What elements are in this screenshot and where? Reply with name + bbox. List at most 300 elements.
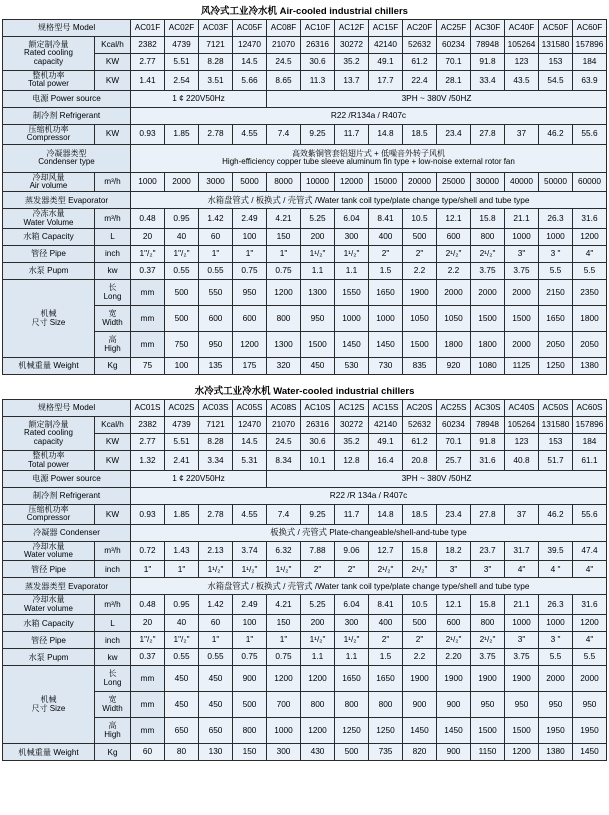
pump-value: 1.5 xyxy=(369,649,403,666)
pump-value: 2.20 xyxy=(437,649,471,666)
air-cooled-table xyxy=(2,19,607,375)
rated-cooling-kcal: 157896 xyxy=(573,417,607,434)
size-value: 1500 xyxy=(301,332,335,358)
weight-value: 300 xyxy=(267,744,301,761)
total-power-value: 5.66 xyxy=(233,71,267,91)
table-row xyxy=(2,229,606,246)
table-row xyxy=(2,744,606,761)
size-value: 1450 xyxy=(335,332,369,358)
table-row xyxy=(2,615,606,632)
evaporator-value: 水箱盘管式 / 板换式 / 壳管式 /Water tank coil type/plate change type/shell and tube type xyxy=(131,192,607,209)
weight-value: 735 xyxy=(369,744,403,761)
model-name: AC10F xyxy=(301,20,335,37)
size-value: 1000 xyxy=(335,306,369,332)
condenser-value: 板换式 / 壳管式 Plate-changeable/shell-and-tube type xyxy=(131,524,607,541)
size-value: 2350 xyxy=(573,280,607,306)
compressor-value: 7.4 xyxy=(267,124,301,144)
rated-cooling-label: 额定制冷量 Rated cooling capacity xyxy=(2,417,94,451)
rated-cooling-kw: 49.1 xyxy=(369,54,403,71)
table-row xyxy=(2,20,606,37)
unit-kw: KW xyxy=(94,124,130,144)
size-value: 800 xyxy=(301,692,335,718)
size-value: 1650 xyxy=(369,666,403,692)
table-row xyxy=(2,417,606,434)
tank-capacity-label: 水箱 Capacity xyxy=(2,229,94,246)
pipe-value: 1" xyxy=(199,246,233,263)
chilled-water-volume-value: 1.42 xyxy=(199,209,233,229)
size-value: 1000 xyxy=(267,718,301,744)
size-value: 1650 xyxy=(369,280,403,306)
total-power-value: 43.5 xyxy=(505,71,539,91)
pump-value: 0.75 xyxy=(267,263,301,280)
size-value: 950 xyxy=(233,280,267,306)
compressor-value: 18.5 xyxy=(403,124,437,144)
weight-value: 1080 xyxy=(471,358,505,375)
total-power-value: 54.5 xyxy=(539,71,573,91)
table-row xyxy=(2,504,606,524)
rated-cooling-kw: 14.5 xyxy=(233,434,267,451)
pipe-value: 1¹/₂" xyxy=(335,246,369,263)
unit-mm: mm xyxy=(131,280,165,306)
rated-cooling-kw: 184 xyxy=(573,434,607,451)
rated-cooling-kw: 8.28 xyxy=(199,54,233,71)
table-row xyxy=(2,37,606,54)
model-header: 规格型号 Model xyxy=(2,20,130,37)
size-value: 1200 xyxy=(301,666,335,692)
size-value: 950 xyxy=(505,692,539,718)
condenser-label: 冷凝器 Condenser xyxy=(2,524,130,541)
compressor-value: 4.55 xyxy=(233,504,267,524)
tank-capacity-value: 400 xyxy=(369,229,403,246)
table-row xyxy=(2,358,606,375)
chilled-water-volume-value: 2.49 xyxy=(233,209,267,229)
pipe-value: 2¹/₂" xyxy=(471,246,505,263)
size-value: 1250 xyxy=(369,718,403,744)
pump-value: 0.37 xyxy=(131,649,165,666)
weight-value: 730 xyxy=(369,358,403,375)
chilled-water-volume-value: 0.95 xyxy=(165,595,199,615)
size-value: 1200 xyxy=(267,280,301,306)
size-value: 900 xyxy=(437,692,471,718)
model-name: AC15S xyxy=(369,400,403,417)
total-power-value: 51.7 xyxy=(539,451,573,471)
pump-value: 0.55 xyxy=(165,263,199,280)
compressor-value: 11.7 xyxy=(335,504,369,524)
rated-cooling-kw: 2.77 xyxy=(131,54,165,71)
size-value: 950 xyxy=(471,692,505,718)
pump-value: 5.5 xyxy=(573,263,607,280)
rated-cooling-kw: 35.2 xyxy=(335,54,369,71)
pipe-value: 1¹/₂" xyxy=(301,632,335,649)
rated-cooling-kcal: 7121 xyxy=(199,417,233,434)
weight-value: 500 xyxy=(335,744,369,761)
pipe-value: 1¹/₂" xyxy=(267,561,301,578)
rated-cooling-label: 额定制冷量 Rated cooling capacity xyxy=(2,37,94,71)
model-name: AC08F xyxy=(267,20,301,37)
size-value: 950 xyxy=(301,306,335,332)
compressor-value: 0.93 xyxy=(131,504,165,524)
total-power-value: 11.3 xyxy=(301,71,335,91)
rated-cooling-kcal: 131580 xyxy=(539,417,573,434)
tank-capacity-value: 40 xyxy=(165,229,199,246)
model-name: AC25F xyxy=(437,20,471,37)
compressor-value: 1.85 xyxy=(165,124,199,144)
total-power-value: 28.1 xyxy=(437,71,471,91)
table-row xyxy=(2,470,606,487)
size-value: 800 xyxy=(335,692,369,718)
size-value: 1200 xyxy=(301,718,335,744)
weight-value: 320 xyxy=(267,358,301,375)
total-power-value: 3.51 xyxy=(199,71,233,91)
chilled-water-volume-value: 8.41 xyxy=(369,209,403,229)
tank-capacity-value: 200 xyxy=(301,229,335,246)
rated-cooling-kcal: 30272 xyxy=(335,417,369,434)
pump-value: 3.75 xyxy=(505,649,539,666)
total-power-value: 61.1 xyxy=(573,451,607,471)
tank-capacity-value: 500 xyxy=(403,229,437,246)
size-value: 1950 xyxy=(539,718,573,744)
size-value: 800 xyxy=(267,306,301,332)
pipe-value: 1" xyxy=(233,632,267,649)
cooling-water-volume-value: 18.2 xyxy=(437,541,471,561)
pipe-value: 2¹/₂" xyxy=(471,632,505,649)
pipe-value: 1¹/₂" xyxy=(233,561,267,578)
rated-cooling-kcal: 2382 xyxy=(131,417,165,434)
total-power-value: 2.54 xyxy=(165,71,199,91)
tank-capacity-value: 800 xyxy=(471,615,505,632)
cooling-water-volume-value: 39.5 xyxy=(539,541,573,561)
rated-cooling-kcal: 52632 xyxy=(403,37,437,54)
unit-kw: KW xyxy=(94,71,130,91)
pump-value: 0.55 xyxy=(165,649,199,666)
compressor-value: 4.55 xyxy=(233,124,267,144)
power-source-label: 电源 Power source xyxy=(2,470,130,487)
power-source-single-phase: 1 ¢ 220V50Hz xyxy=(131,90,267,107)
chilled-water-volume-value: 8.41 xyxy=(369,595,403,615)
rated-cooling-kcal: 4739 xyxy=(165,37,199,54)
pump-value: 2.2 xyxy=(403,649,437,666)
table-row xyxy=(2,246,606,263)
rated-cooling-kw: 153 xyxy=(539,434,573,451)
pipe-value: 3" xyxy=(505,632,539,649)
unit-inch: inch xyxy=(94,632,130,649)
compressor-value: 37 xyxy=(505,504,539,524)
pipe-value: 4 " xyxy=(539,561,573,578)
size-value: 500 xyxy=(165,280,199,306)
size-value: 1450 xyxy=(369,332,403,358)
unit-kw: KW xyxy=(94,504,130,524)
model-name: AC60F xyxy=(573,20,607,37)
size-value: 1800 xyxy=(437,332,471,358)
compressor-value: 23.4 xyxy=(437,124,471,144)
size-value: 1450 xyxy=(403,718,437,744)
rated-cooling-kw: 30.6 xyxy=(301,434,335,451)
rated-cooling-kcal: 2382 xyxy=(131,37,165,54)
size-value: 600 xyxy=(233,306,267,332)
cooling-water-volume-value: 9.06 xyxy=(335,541,369,561)
model-name: AC02S xyxy=(165,400,199,417)
air-volume-value: 15000 xyxy=(369,172,403,192)
model-name: AC12F xyxy=(335,20,369,37)
weight-value: 130 xyxy=(199,744,233,761)
size-value: 600 xyxy=(199,306,233,332)
chilled-water-volume-value: 21.1 xyxy=(505,595,539,615)
cooling-water-volume-value: 6.32 xyxy=(267,541,301,561)
pump-label: 水泵 Pupm xyxy=(2,263,94,280)
tank-capacity-value: 100 xyxy=(233,229,267,246)
total-power-value: 63.9 xyxy=(573,71,607,91)
tank-capacity-value: 100 xyxy=(233,615,267,632)
size-value: 1900 xyxy=(505,666,539,692)
size-value: 1650 xyxy=(335,666,369,692)
evaporator-value: 水箱盘管式 / 板换式 / 壳管式 /Water tank coil type/plate change type/shell and tube type xyxy=(131,578,607,595)
water-cooled-title: 水冷式工业冷水机 Water-cooled industrial chillers xyxy=(194,386,415,398)
chilled-water-volume-value: 6.04 xyxy=(335,209,369,229)
pipe-value: 1¹/₂" xyxy=(301,246,335,263)
compressor-value: 1.85 xyxy=(165,504,199,524)
tank-capacity-value: 150 xyxy=(267,229,301,246)
cooling-water-volume-value: 0.72 xyxy=(131,541,165,561)
rated-cooling-kw: 70.1 xyxy=(437,54,471,71)
chilled-water-volume-value: 4.21 xyxy=(267,595,301,615)
table-row xyxy=(2,649,606,666)
table-row xyxy=(2,124,606,144)
pump-value: 1.1 xyxy=(301,263,335,280)
model-name: AC50S xyxy=(539,400,573,417)
pump-value: 0.55 xyxy=(199,649,233,666)
pump-label: 水泵 Pupm xyxy=(2,649,94,666)
pipe-value: 3" xyxy=(505,246,539,263)
total-power-value: 17.7 xyxy=(369,71,403,91)
pipe-value: 2" xyxy=(335,561,369,578)
weight-value: 1380 xyxy=(573,358,607,375)
table-row xyxy=(2,107,606,124)
size-value: 500 xyxy=(165,306,199,332)
pipe-value: 3" xyxy=(437,561,471,578)
pipe-value: 1" xyxy=(233,246,267,263)
unit-kw: kw xyxy=(94,263,130,280)
air-volume-value: 25000 xyxy=(437,172,471,192)
cooling-water-volume-value: 7.88 xyxy=(301,541,335,561)
weight-value: 1125 xyxy=(505,358,539,375)
air-volume-value: 20000 xyxy=(403,172,437,192)
size-value: 1950 xyxy=(573,718,607,744)
table-row xyxy=(2,263,606,280)
rated-cooling-kcal: 21070 xyxy=(267,417,301,434)
air-volume-value: 2000 xyxy=(165,172,199,192)
rated-cooling-kw: 70.1 xyxy=(437,434,471,451)
pump-value: 3.75 xyxy=(471,649,505,666)
model-name: AC30F xyxy=(471,20,505,37)
chilled-water-volume-value: 5.25 xyxy=(301,595,335,615)
pump-value: 3.75 xyxy=(471,263,505,280)
pipe-value: 2" xyxy=(403,246,437,263)
chilled-water-volume-value: 15.8 xyxy=(471,209,505,229)
chilled-water-volume-value: 4.21 xyxy=(267,209,301,229)
total-power-value: 3.34 xyxy=(199,451,233,471)
pipe-value: 2¹/₂" xyxy=(403,561,437,578)
size-value: 950 xyxy=(573,692,607,718)
cooling-water-volume-value: 31.7 xyxy=(505,541,539,561)
table-row xyxy=(2,71,606,91)
table-row xyxy=(2,578,606,595)
rated-cooling-kw: 24.5 xyxy=(267,434,301,451)
size-dimension-label: 高 High xyxy=(94,718,130,744)
unit-kw: KW xyxy=(94,451,130,471)
weight-value: 900 xyxy=(437,744,471,761)
model-name: AC03S xyxy=(199,400,233,417)
size-value: 800 xyxy=(369,692,403,718)
size-value: 2000 xyxy=(539,666,573,692)
refrigerant-value: R22 /R134a / R407c xyxy=(131,107,607,124)
pump-value: 2.2 xyxy=(437,263,471,280)
size-value: 800 xyxy=(233,718,267,744)
pipe-value: 2" xyxy=(369,246,403,263)
unit-mm: mm xyxy=(131,718,165,744)
weight-value: 1250 xyxy=(539,358,573,375)
weight-value: 100 xyxy=(165,358,199,375)
table-row xyxy=(2,172,606,192)
pipe-value: 1"/₂" xyxy=(131,246,165,263)
chilled-water-volume-value: 21.1 xyxy=(505,209,539,229)
model-name: AC05S xyxy=(233,400,267,417)
size-value: 950 xyxy=(199,332,233,358)
unit-mm: mm xyxy=(131,692,165,718)
size-value: 650 xyxy=(199,718,233,744)
size-value: 1200 xyxy=(267,666,301,692)
weight-value: 530 xyxy=(335,358,369,375)
table-row xyxy=(2,541,606,561)
tank-capacity-value: 400 xyxy=(369,615,403,632)
model-name: AC08S xyxy=(267,400,301,417)
compressor-value: 9.25 xyxy=(301,124,335,144)
total-power-value: 1.32 xyxy=(131,451,165,471)
rated-cooling-kw: 30.6 xyxy=(301,54,335,71)
chilled-water-volume-label: 冷冻水量 Water Volume xyxy=(2,209,94,229)
total-power-value: 12.8 xyxy=(335,451,369,471)
compressor-value: 37 xyxy=(505,124,539,144)
model-name: AC03F xyxy=(199,20,233,37)
air-volume-value: 30000 xyxy=(471,172,505,192)
tank-capacity-value: 20 xyxy=(131,615,165,632)
chilled-water-volume-value: 1.42 xyxy=(199,595,233,615)
unit-m3h: m³/h xyxy=(94,595,130,615)
pipe-value: 1¹/₂" xyxy=(335,632,369,649)
tank-capacity-value: 1000 xyxy=(539,229,573,246)
table-row xyxy=(2,595,606,615)
pipe-value: 1" xyxy=(199,632,233,649)
rated-cooling-kw: 61.2 xyxy=(403,54,437,71)
model-name: AC01F xyxy=(131,20,165,37)
compressor-value: 2.78 xyxy=(199,124,233,144)
tank-capacity-value: 500 xyxy=(403,615,437,632)
cooling-water-volume-value: 1.43 xyxy=(165,541,199,561)
total-power-value: 2.41 xyxy=(165,451,199,471)
model-name: AC05F xyxy=(233,20,267,37)
size-value: 2000 xyxy=(505,280,539,306)
table-row xyxy=(2,666,606,692)
model-name: AC02F xyxy=(165,20,199,37)
unit-mm: mm xyxy=(131,666,165,692)
rated-cooling-kw: 123 xyxy=(505,54,539,71)
rated-cooling-kw: 35.2 xyxy=(335,434,369,451)
table-row xyxy=(2,524,606,541)
size-label: 机械 尺寸 Size xyxy=(2,280,94,358)
size-value: 1800 xyxy=(573,306,607,332)
size-value: 500 xyxy=(233,692,267,718)
rated-cooling-kw: 5.51 xyxy=(165,434,199,451)
chilled-water-volume-value: 31.6 xyxy=(573,209,607,229)
pump-value: 0.75 xyxy=(233,263,267,280)
weight-label: 机械重量 Weight xyxy=(2,358,94,375)
size-value: 2000 xyxy=(471,280,505,306)
rated-cooling-kcal: 60234 xyxy=(437,417,471,434)
compressor-value: 46.2 xyxy=(539,124,573,144)
model-name: AC10S xyxy=(301,400,335,417)
rated-cooling-kcal: 7121 xyxy=(199,37,233,54)
size-value: 1800 xyxy=(471,332,505,358)
size-dimension-label: 宽 Width xyxy=(94,306,130,332)
pump-value: 1.5 xyxy=(369,263,403,280)
pipe-value: 2" xyxy=(301,561,335,578)
unit-kg: Kg xyxy=(94,358,130,375)
pipe-value: 4" xyxy=(573,561,607,578)
table-row xyxy=(2,487,606,504)
size-value: 2050 xyxy=(539,332,573,358)
cooling-water-volume-value: 47.4 xyxy=(573,541,607,561)
tank-capacity-value: 60 xyxy=(199,615,233,632)
tank-capacity-value: 150 xyxy=(267,615,301,632)
size-value: 450 xyxy=(165,692,199,718)
air-volume-value: 10000 xyxy=(301,172,335,192)
tank-capacity-value: 1000 xyxy=(505,615,539,632)
size-value: 750 xyxy=(165,332,199,358)
total-power-label: 整机功率 Total power xyxy=(2,71,94,91)
size-value: 1900 xyxy=(403,280,437,306)
chilled-water-volume-value: 15.8 xyxy=(471,595,505,615)
compressor-value: 2.78 xyxy=(199,504,233,524)
size-value: 1300 xyxy=(267,332,301,358)
tank-capacity-value: 1200 xyxy=(573,615,607,632)
total-power-value: 31.6 xyxy=(471,451,505,471)
unit-inch: inch xyxy=(94,561,130,578)
compressor-value: 46.2 xyxy=(539,504,573,524)
unit-kcal: Kcal/h xyxy=(94,37,130,54)
rated-cooling-kcal: 21070 xyxy=(267,37,301,54)
size-value: 650 xyxy=(165,718,199,744)
table-row xyxy=(2,451,606,471)
size-value: 1300 xyxy=(301,280,335,306)
compressor-value: 18.5 xyxy=(403,504,437,524)
weight-value: 1380 xyxy=(539,744,573,761)
weight-value: 1200 xyxy=(505,744,539,761)
pipe-value: 3" xyxy=(471,561,505,578)
rated-cooling-kcal: 30272 xyxy=(335,37,369,54)
chilled-water-volume-label: 冷却水量 Water volume xyxy=(2,595,94,615)
size-value: 1050 xyxy=(437,306,471,332)
total-power-value: 33.4 xyxy=(471,71,505,91)
air-volume-value: 8000 xyxy=(267,172,301,192)
air-volume-value: 3000 xyxy=(199,172,233,192)
pump-value: 5.5 xyxy=(539,649,573,666)
tank-capacity-value: 60 xyxy=(199,229,233,246)
rated-cooling-kcal: 4739 xyxy=(165,417,199,434)
size-value: 2000 xyxy=(505,332,539,358)
pipe-value: 1¹/₂" xyxy=(199,561,233,578)
size-value: 900 xyxy=(233,666,267,692)
size-dimension-label: 宽 Width xyxy=(94,692,130,718)
cooling-water-volume-value: 3.74 xyxy=(233,541,267,561)
